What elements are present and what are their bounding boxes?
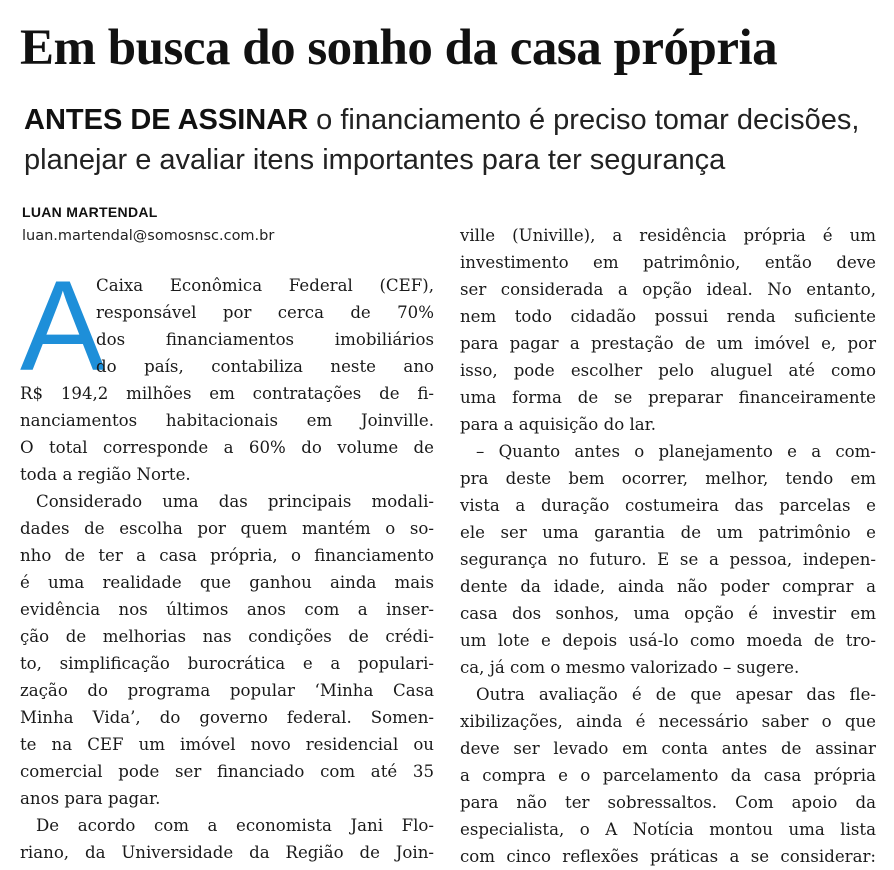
- article-line: segurança no futuro. E se a pessoa, indepen-: [460, 550, 876, 569]
- article-column-left: [20, 255, 434, 866]
- article-line: Minha Vida’, do governo federal. Somen-: [20, 708, 434, 727]
- article-line: pra deste bem ocorrer, melhor, tendo em: [460, 469, 876, 488]
- author-email: luan.martendal@somosnsc.com.br: [22, 228, 275, 244]
- article-column-right: [460, 222, 876, 870]
- article-line: comercial pode ser financiado com até 35: [20, 762, 434, 781]
- article-line: nho de ter a casa própria, o financiamento: [20, 546, 434, 565]
- article-line: dente da idade, ainda não poder comprar a: [460, 577, 876, 596]
- article-line: para a aquisição do lar.: [460, 415, 657, 434]
- article-line: nanciamentos habitacionais em Joinville.: [20, 411, 434, 430]
- article-line: ville (Univille), a residência própria é um: [460, 226, 876, 245]
- article-line: dades de escolha por quem mantém o so-: [20, 519, 434, 538]
- article-line: te na CEF um imóvel novo residencial ou: [20, 735, 434, 754]
- article-line: casa dos sonhos, uma opção é investir em: [460, 604, 876, 623]
- article-line: para pagar a prestação de um imóvel e, por: [460, 334, 876, 353]
- article-line: ção de melhorias nas condições de crédi-: [20, 627, 434, 646]
- article-line: ser considerada a opção ideal. No entanto,: [460, 280, 876, 299]
- article-line: to, simplificação burocrática e a populari-: [20, 654, 434, 673]
- article-line: uma forma de se preparar financeiramente: [460, 388, 876, 407]
- article-line: – Quanto antes o planejamento e a com-: [476, 442, 876, 461]
- article-line: Outra avaliação é de que apesar das fle-: [476, 685, 876, 704]
- article-line: De acordo com a economista Jani Flo-: [36, 816, 434, 835]
- article-line: a compra e o parcelamento da casa própria: [460, 766, 876, 785]
- article-line: com cinco reflexões práticas a se considerar:: [460, 847, 876, 866]
- article-line: do país, contabiliza neste ano: [96, 357, 434, 376]
- article-line: um lote e depois usá-lo como moeda de tro-: [460, 631, 876, 650]
- headline: Em busca do sonho da casa própria: [20, 20, 778, 76]
- article-line: Considerado uma das principais modali-: [36, 492, 434, 511]
- article-line: nem todo cidadão possui renda suficiente: [460, 307, 876, 326]
- article-line: vista a duração costumeira das parcelas e: [460, 496, 876, 515]
- article-line: dos financiamentos imobiliários: [96, 330, 434, 349]
- article-line: R$ 194,2 milhões em contratações de fi-: [20, 384, 434, 403]
- subheadline-line1: o financiamento é preciso tomar decisões,: [308, 104, 860, 136]
- subheadline: [24, 100, 884, 180]
- article-line: ca, já com o mesmo valorizado – sugere.: [460, 658, 800, 677]
- article-line: O total corresponde a 60% do volume de: [20, 438, 434, 457]
- article-line: deve ser levado em conta antes de assinar: [460, 739, 876, 758]
- subheadline-line2: planejar e avaliar itens importantes para ter segurança: [24, 144, 726, 176]
- article-line: toda a região Norte.: [20, 465, 191, 484]
- drop-cap: A: [20, 255, 106, 398]
- article-line: especialista, o A Notícia montou uma lista: [460, 820, 876, 839]
- article-line: evidência nos últimos anos com a inser-: [20, 600, 434, 619]
- author-byline: LUAN MARTENDAL: [22, 204, 158, 220]
- article-line: Caixa Econômica Federal (CEF),: [96, 276, 434, 295]
- article-line: ele ser uma garantia de um patrimônio e: [460, 523, 876, 542]
- article-line: responsável por cerca de 70%: [96, 303, 434, 322]
- subheadline-lead: ANTES DE ASSINAR: [24, 104, 309, 136]
- article-line: é uma realidade que ganhou ainda mais: [20, 573, 434, 592]
- article-line: zação do programa popular ‘Minha Casa: [20, 681, 434, 700]
- article-line: investimento em patrimônio, então deve: [460, 253, 876, 272]
- article-line: riano, da Universidade da Região de Join-: [20, 843, 434, 862]
- article-line: anos para pagar.: [20, 789, 161, 808]
- article-line: isso, pode escolher pelo aluguel até como: [460, 361, 876, 380]
- article-line: para não ter sobressaltos. Com apoio da: [460, 793, 876, 812]
- article-line: xibilizações, ainda é necessário saber o que: [460, 712, 876, 731]
